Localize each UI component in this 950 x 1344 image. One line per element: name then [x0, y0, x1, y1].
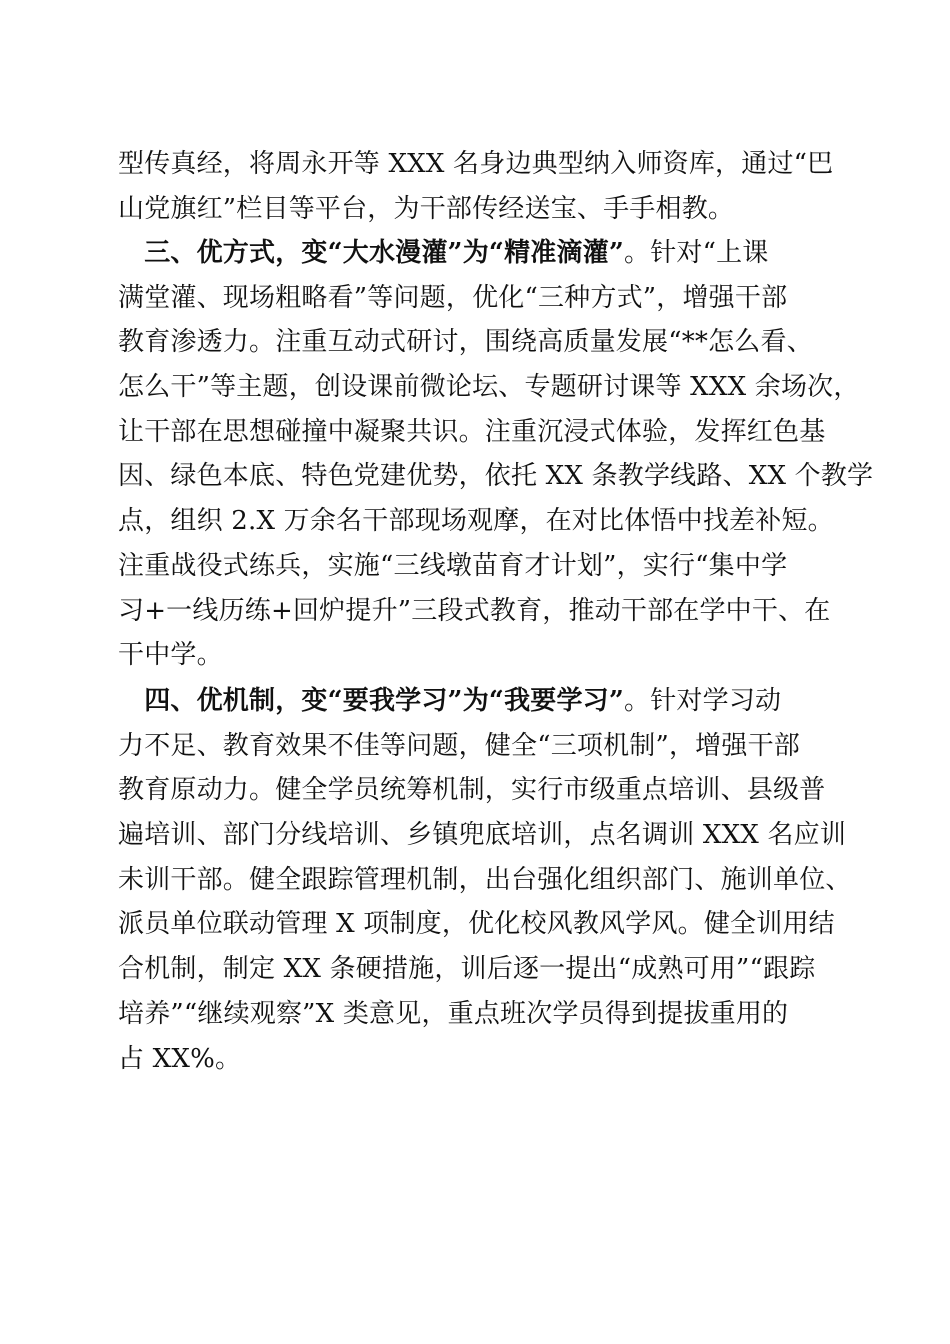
section-four-heading: 四、优机制，变“要我学习”为“我要学习”: [144, 686, 625, 716]
section-four-first-line-rest: 。针对学习动: [624, 686, 782, 716]
text-line: 遍培训、部门分线培训、乡镇兜底培训，点名调训 XXX 名应训: [118, 820, 847, 851]
section-three-first-line-rest: 。针对“上课: [624, 238, 769, 268]
section-three-paragraph: [118, 231, 874, 678]
text-line: 让干部在思想碰撞中凝聚共识。注重沉浸式体验，发挥红色基: [118, 416, 826, 447]
text-line: 型传真经，将周永开等 XXX 名身边典型纳入师资库，通过“巴: [118, 149, 834, 179]
text-line: 未训干部。健全跟踪管理机制，出台强化组织部门、施训单位、: [118, 864, 852, 895]
section-first-line: [118, 231, 832, 276]
text-line: 教育原动力。健全学员统筹机制，实行市级重点培训、县级普: [118, 775, 826, 806]
section-first-line: [118, 679, 832, 724]
text-line: 培养”“继续观察”X 类意见，重点班次学员得到提拔重用的: [118, 998, 789, 1029]
section-three-heading: 三、优方式，变“大水漫灌”为“精准滴灌”: [144, 238, 625, 268]
text-line: 干中学。: [118, 640, 223, 671]
section-four-paragraph: [118, 679, 852, 1081]
text-line: 山党旗红”栏目等平台，为干部传经送宝、手手相教。: [118, 193, 735, 224]
text-line: 占 XX%。: [118, 1043, 242, 1074]
text-line: 习+一线历练+回炉提升”三段式教育，推动干部在学中干、在: [118, 595, 831, 626]
text-line: 派员单位联动管理 X 项制度，优化校风教风学风。健全训用结: [118, 909, 835, 940]
text-line: 教育渗透力。注重互动式研讨，围绕高质量发展“**怎么看、: [118, 327, 813, 358]
text-line: 点，组织 2.X 万余名干部现场观摩，在对比体悟中找差补短。: [118, 506, 834, 537]
text-line: 合机制，制定 XX 条硬措施，训后逐一提出“成熟可用”“跟踪: [118, 954, 816, 985]
text-line: 怎么干”等主题，创设课前微论坛、专题研讨课等 XXX 余场次，: [118, 372, 860, 403]
text-line: 力不足、教育效果不佳等问题，健全“三项机制”，增强干部: [118, 730, 800, 761]
continuation-paragraph: [118, 142, 832, 231]
text-line: 因、绿色本底、特色党建优势，依托 XX 条教学线路、XX 个教学: [118, 461, 874, 492]
text-line: 注重战役式练兵，实施“三线墩苗育才计划”，实行“集中学: [118, 550, 788, 581]
text-line: 满堂灌、现场粗略看”等问题，优化“三种方式”，增强干部: [118, 282, 788, 313]
